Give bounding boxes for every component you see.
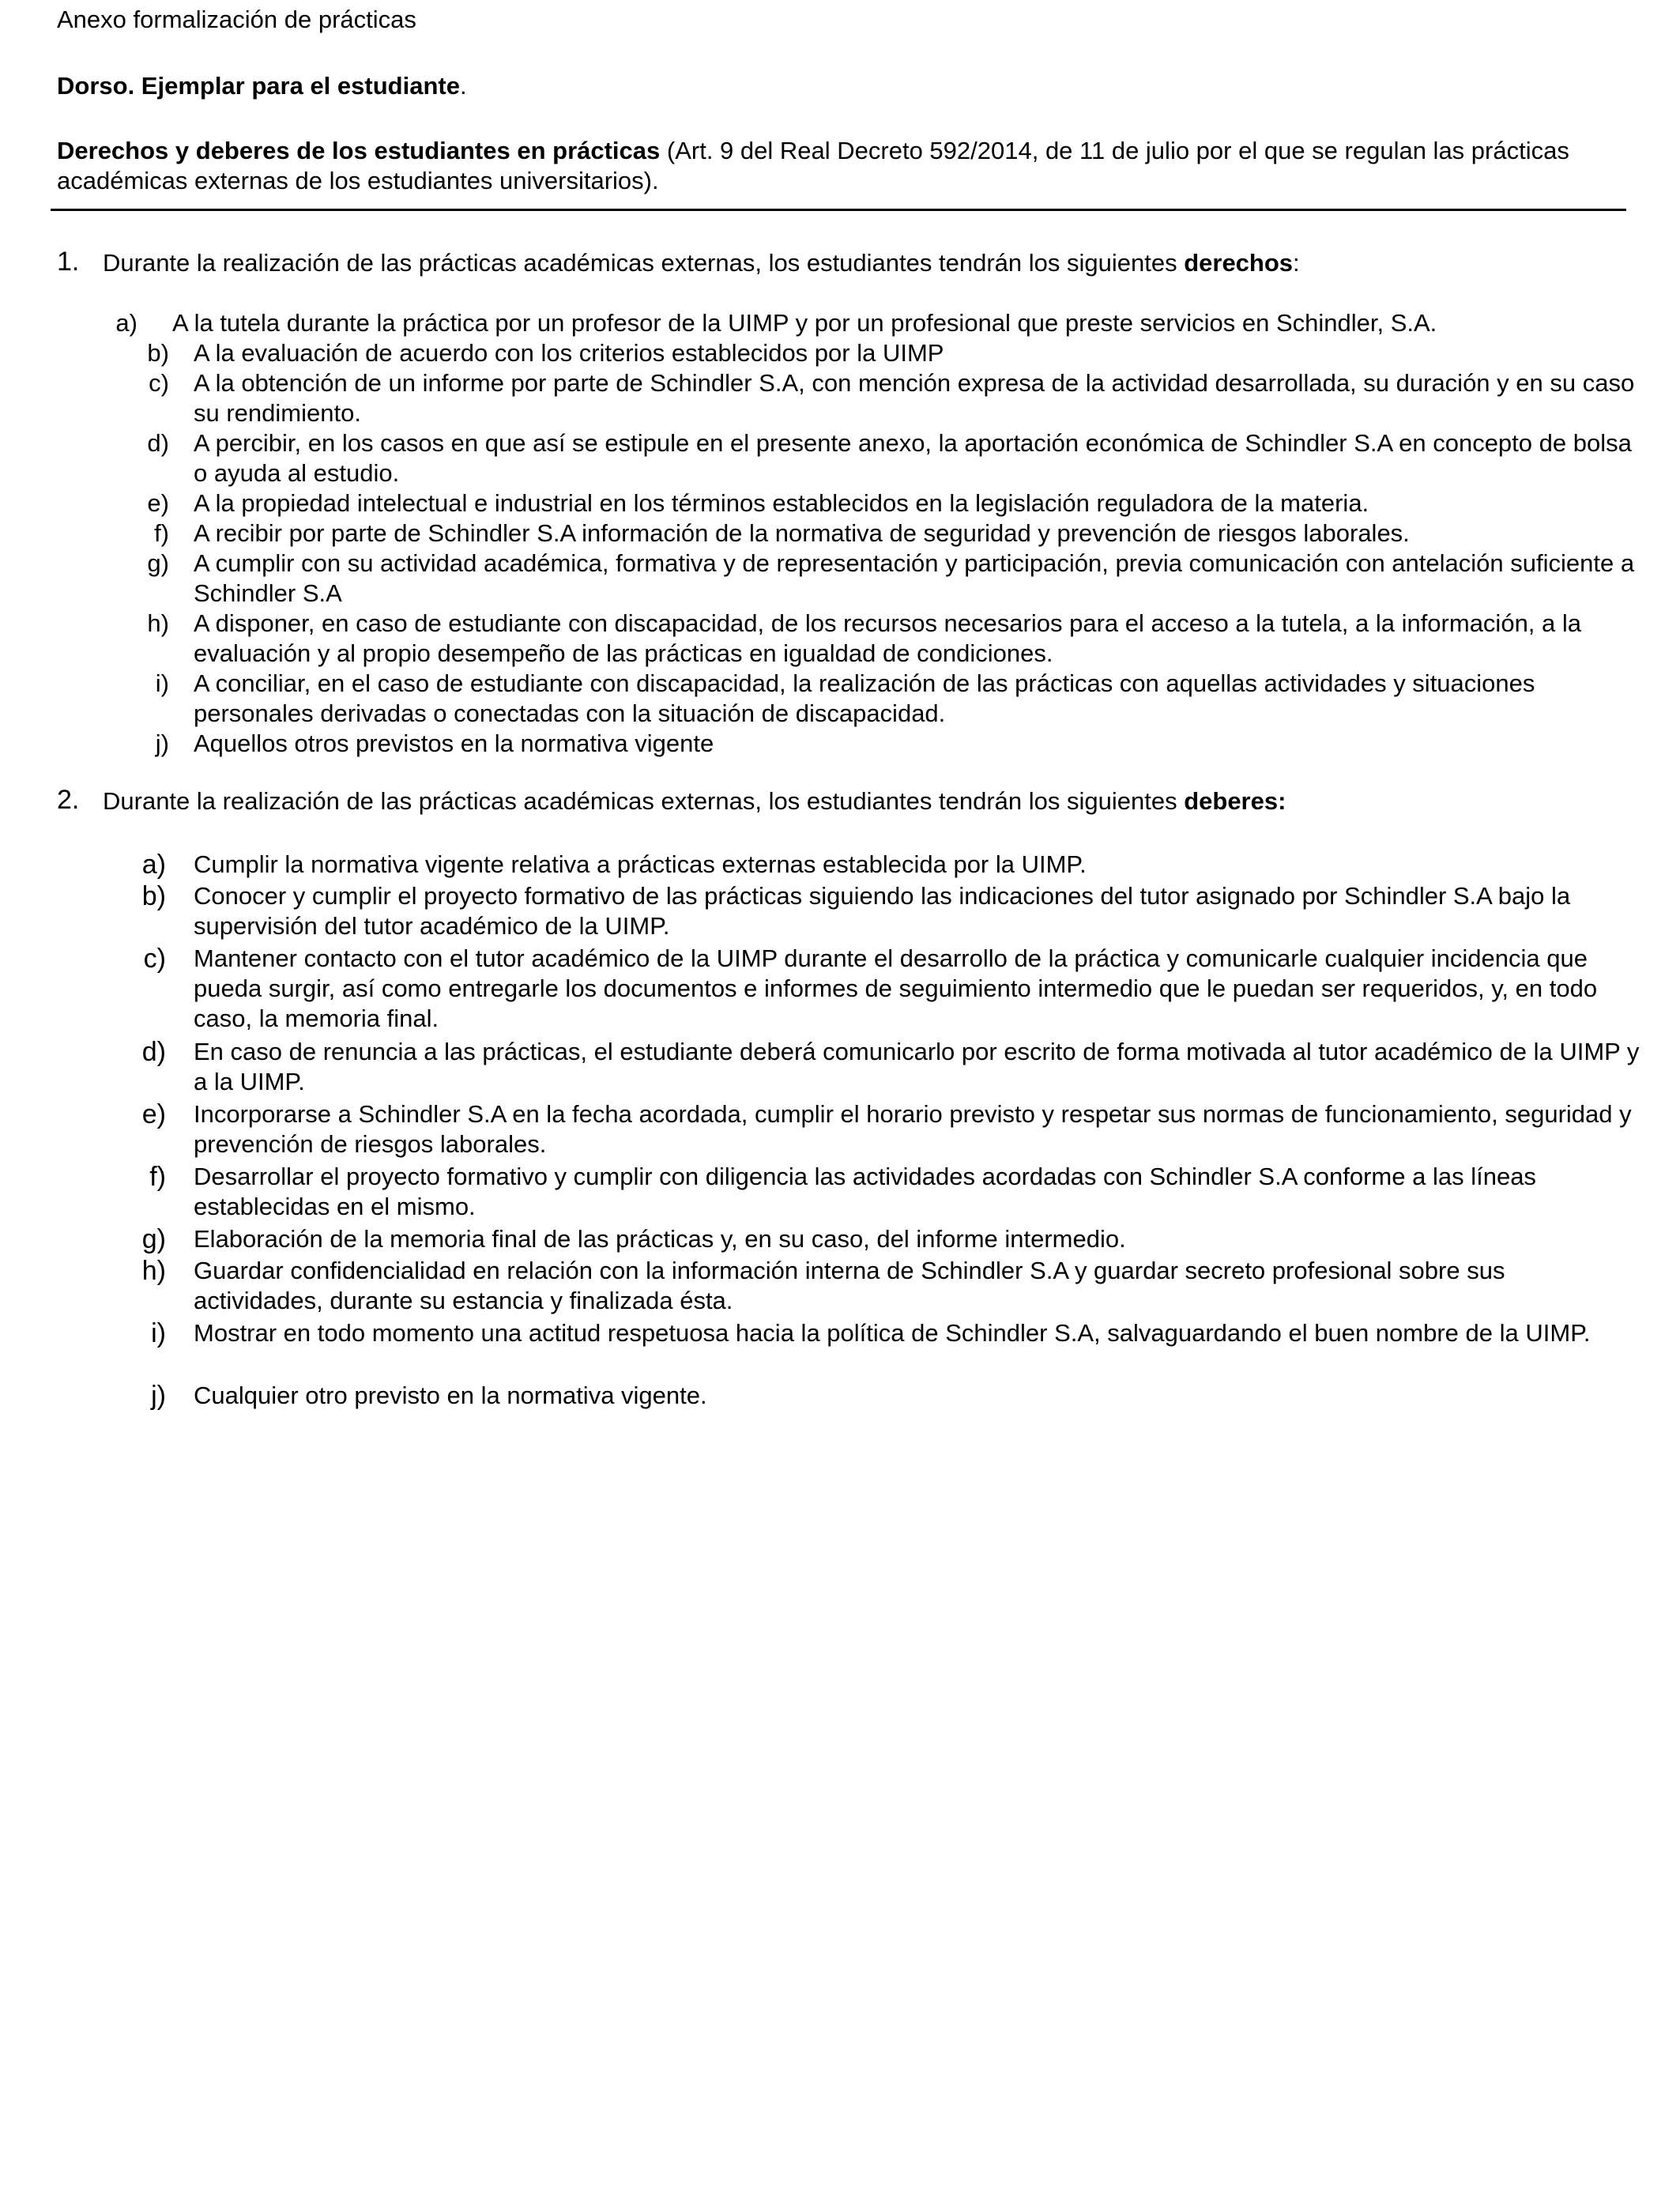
item-label: e) xyxy=(147,489,169,517)
item-text: A recibir por parte de Schindler S.A información de la normativa de seguridad y prevención de riesgos laborales. xyxy=(194,519,1410,547)
item-text: A percibir, en los casos en que así se estipule en el presente anexo, la aportación económica de Schindler S.A en concepto de bolsa o ayuda al estudio. xyxy=(194,429,1632,487)
item-label: h) xyxy=(141,1256,166,1286)
dorso-line xyxy=(57,71,467,101)
item-text: A la obtención de un informe por parte de Schindler S.A, con mención expresa de la actividad desarrollada, su duración y en su caso su rendimiento. xyxy=(194,369,1635,427)
horizontal-rule xyxy=(51,209,1626,211)
item-text: A la propiedad intelectual e industrial en los términos establecidos en la legislación reguladora de la materia. xyxy=(194,489,1369,517)
item-label: b) xyxy=(141,881,166,911)
item-label: j) xyxy=(151,1381,166,1411)
item-text: Mostrar en todo momento una actitud respetuosa hacia la política de Schindler S.A, salvaguardando el buen nombre de la UIMP. xyxy=(194,1319,1591,1347)
item-label: f) xyxy=(149,1162,166,1192)
dorso-tail: . xyxy=(459,72,467,100)
item-text: Mantener contacto con el tutor académico de la UIMP durante el desarrollo de la práctica y comunicarle cualquier incidencia que pueda surgir, así como entregarle los documentos e informes de seguimiento intermedio que le puedan ser requeridos, y, en todo caso, la memoria final. xyxy=(194,944,1598,1032)
item-text: Guardar confidencialidad en relación con la información interna de Schindler S.A y guardar secreto profesional sobre sus actividades, durante su estancia y finalizada ésta. xyxy=(194,1257,1505,1314)
intro-paragraph xyxy=(57,136,1606,196)
section-1-bold: derechos xyxy=(1184,249,1294,277)
item-text: Cumplir la normativa vigente relativa a prácticas externas establecida por la UIMP. xyxy=(194,850,1087,878)
dorso-bold: Dorso. Ejemplar para el estudiante xyxy=(57,72,460,100)
item-label: c) xyxy=(149,369,169,397)
item-label: d) xyxy=(141,1037,166,1067)
intro-rest: (Art. 9 del Real Decreto 592/2014, de 11 de julio por el que se regulan las prácticas académicas externas de los estudiantes universitarios). xyxy=(57,137,1569,194)
item-label: g) xyxy=(141,1224,166,1254)
item-text: En caso de renuncia a las prácticas, el estudiante deberá comunicarlo por escrito de forma motivada al tutor académico de la UIMP y a la UIMP. xyxy=(194,1038,1640,1095)
section-1-tail: : xyxy=(1293,249,1300,277)
item-label: j) xyxy=(155,729,169,757)
item-label: b) xyxy=(147,339,169,367)
section-2-bold: deberes: xyxy=(1184,787,1286,815)
item-text: Elaboración de la memoria final de las prácticas y, en su caso, del informe intermedio. xyxy=(194,1225,1126,1253)
item-text: Desarrollar el proyecto formativo y cumplir con diligencia las actividades acordadas con Schindler S.A conforme a las líneas establecidas en el mismo. xyxy=(194,1163,1536,1220)
item-label: f) xyxy=(154,519,169,547)
item-label: a) xyxy=(115,309,137,337)
item-text: A disponer, en caso de estudiante con discapacidad, de los recursos necesarios para el acceso a la tutela, a la información, a la evaluación y al propio desempeño de las prácticas en igualdad de condiciones. xyxy=(194,609,1582,667)
item-text: A la tutela durante la práctica por un profesor de la UIMP y por un profesional que preste servicios en Schindler, S.A. xyxy=(172,309,1437,337)
item-label: a) xyxy=(141,850,166,880)
item-label: i) xyxy=(151,1318,166,1348)
section-1-intro: Durante la realización de las prácticas académicas externas, los estudiantes tendrán los siguientes xyxy=(103,249,1185,277)
intro-bold: Derechos y deberes de los estudiantes en prácticas xyxy=(57,137,661,164)
item-label: g) xyxy=(147,549,169,577)
section-1-number: 1. xyxy=(57,247,80,277)
item-text: A conciliar, en el caso de estudiante con discapacidad, la realización de las prácticas con aquellas actividades y situaciones personales derivadas o conectadas con la situación de discapacidad. xyxy=(194,669,1535,727)
item-text: Conocer y cumplir el proyecto formativo de las prácticas siguiendo las indicaciones del tutor asignado por Schindler S.A bajo la supervisión del tutor académico de la UIMP. xyxy=(194,882,1571,940)
section-2-text xyxy=(103,786,1667,816)
item-text: Cualquier otro previsto en la normativa vigente. xyxy=(194,1382,707,1409)
item-text: Incorporarse a Schindler S.A en la fecha acordada, cumplir el horario previsto y respetar sus normas de funcionamiento, seguridad y prevención de riesgos laborales. xyxy=(194,1100,1632,1158)
document-header: Anexo formalización de prácticas xyxy=(57,6,416,33)
item-label: c) xyxy=(143,944,166,974)
section-2-number: 2. xyxy=(57,785,80,815)
item-text: Aquellos otros previstos en la normativa vigente xyxy=(194,729,714,757)
item-label: d) xyxy=(147,429,169,457)
item-text: A la evaluación de acuerdo con los criterios establecidos por la UIMP xyxy=(194,339,944,367)
section-2-intro: Durante la realización de las prácticas académicas externas, los estudiantes tendrán los siguientes xyxy=(103,787,1185,815)
item-label: i) xyxy=(155,669,169,697)
section-1-text xyxy=(103,248,1667,278)
item-label: h) xyxy=(147,609,169,637)
item-text: A cumplir con su actividad académica, formativa y de representación y participación, previa comunicación con antelación suficiente a Schindler S.A xyxy=(194,549,1635,607)
item-label: e) xyxy=(141,1099,166,1129)
